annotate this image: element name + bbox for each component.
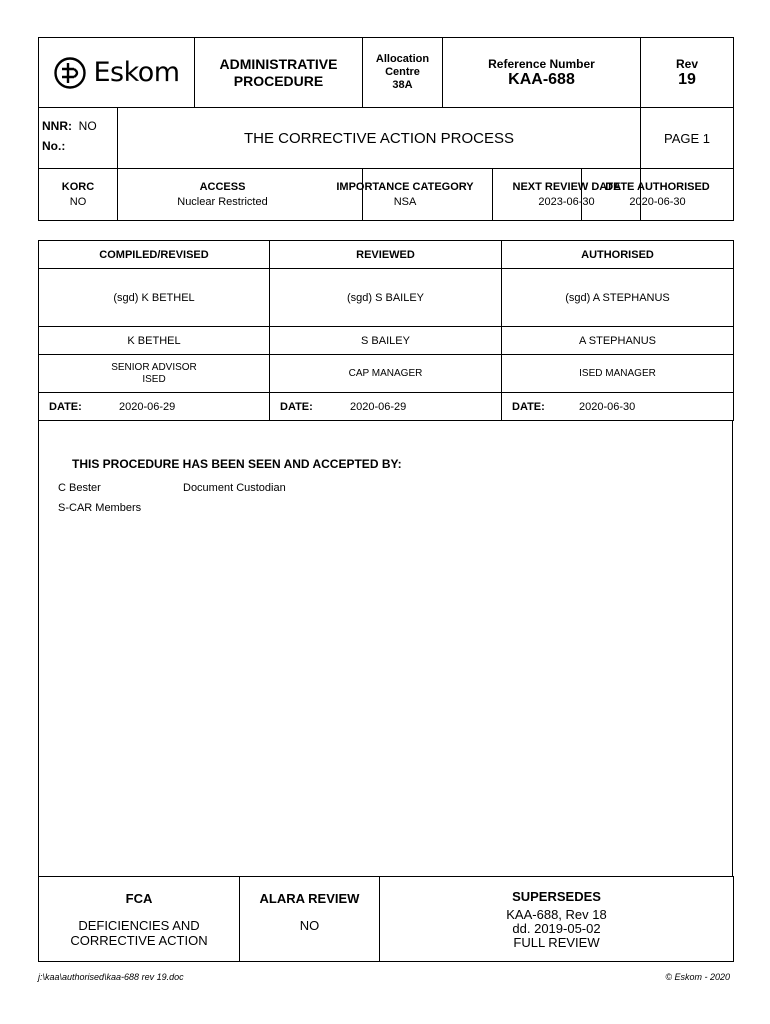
date-label: DATE:: [49, 400, 82, 413]
footer-table: [38, 876, 734, 962]
reference-label: Reference Number: [488, 56, 595, 71]
reviewed-header: REVIEWED: [270, 241, 502, 269]
date-authorised-label: DATE AUTHORISED: [605, 181, 710, 193]
access-label: ACCESS: [199, 181, 246, 193]
fca-line1: DEFICIENCIES AND: [78, 917, 200, 933]
nnr-no-label: No.:: [42, 139, 66, 153]
acceptance-section: [38, 420, 733, 877]
acceptance-name-1: C Bester: [58, 482, 101, 494]
name-reviewed: S BAILEY: [270, 327, 502, 355]
role-reviewed: CAP MANAGER: [270, 355, 502, 393]
korc-cell: [39, 169, 118, 221]
reference-value: KAA-688: [508, 70, 575, 88]
logo-cell: [39, 38, 195, 108]
doc-type-line1: ADMINISTRATIVE: [219, 55, 338, 72]
alara-label: ALARA REVIEW: [259, 890, 360, 906]
supersedes-line2: dd. 2019-05-02: [512, 920, 601, 936]
fca-line2: CORRECTIVE ACTION: [70, 932, 208, 948]
role-compiled-line1: SENIOR ADVISOR: [111, 361, 197, 373]
role-compiled-line2: ISED: [142, 373, 166, 385]
alara-cell: [240, 877, 380, 962]
fca-cell: [39, 877, 240, 962]
name-authorised: A STEPHANUS: [502, 327, 734, 355]
allocation-label-2: Centre: [385, 66, 420, 78]
acceptance-name-2: S-CAR Members: [58, 502, 142, 514]
reference-cell: [443, 38, 641, 108]
supersedes-line3: FULL REVIEW: [513, 934, 600, 950]
importance-cell: [336, 169, 641, 221]
nnr-value: NO: [78, 119, 97, 133]
date-authorised-value: 2020-06-30: [629, 196, 686, 208]
logo-text: Eskom: [93, 57, 180, 88]
authorised-header: AUTHORISED: [502, 241, 734, 269]
date-reviewed-cell: [270, 393, 502, 421]
fca-label: FCA: [125, 890, 153, 906]
header-table: [38, 37, 734, 221]
nnr-label: NNR:: [42, 119, 72, 133]
date-compiled-cell: [39, 393, 270, 421]
signature-table: [38, 240, 734, 421]
date-authorised-sig-cell: [502, 393, 734, 421]
role-compiled: [39, 355, 270, 393]
supersedes-label: SUPERSEDES: [512, 888, 601, 904]
signature-compiled: (sgd) K BETHEL: [39, 269, 270, 327]
role-authorised: ISED MANAGER: [502, 355, 734, 393]
rev-value: 19: [678, 70, 696, 88]
importance-value: NSA: [393, 196, 417, 208]
eskom-logo: [39, 56, 194, 90]
file-path: j:\kaa\authorised\kaa-688 rev 19.doc: [38, 972, 184, 982]
date-label: DATE:: [512, 400, 545, 413]
allocation-value: 38A: [392, 79, 413, 91]
signature-reviewed: (sgd) S BAILEY: [270, 269, 502, 327]
eskom-emblem-icon: [53, 56, 87, 90]
access-value: Nuclear Restricted: [177, 196, 268, 208]
allocation-cell: [363, 38, 443, 108]
next-review-value: 2023-06-30: [538, 196, 595, 208]
date-compiled: 2020-06-29: [119, 400, 176, 413]
rev-label: Rev: [675, 56, 698, 71]
importance-label: IMPORTANCE CATEGORY: [336, 181, 474, 193]
date-label: DATE:: [280, 400, 313, 413]
signature-authorised: (sgd) A STEPHANUS: [502, 269, 734, 327]
supersedes-cell: [380, 877, 734, 962]
doc-type-cell: [195, 38, 363, 108]
korc-value: NO: [69, 196, 87, 208]
doc-type-line2: PROCEDURE: [233, 72, 324, 89]
date-authorised-cell: [605, 169, 734, 221]
korc-label: KORC: [61, 181, 95, 193]
alara-value: NO: [299, 917, 320, 933]
rev-cell: [641, 38, 734, 108]
acceptance-role-1: Document Custodian: [183, 482, 286, 494]
compiled-header: COMPILED/REVISED: [39, 241, 270, 269]
copyright: © Eskom - 2020: [665, 972, 730, 982]
allocation-label-1: Allocation: [375, 53, 430, 65]
date-authorised-sig: 2020-06-30: [579, 400, 636, 413]
next-review-label: NEXT REVIEW DATE: [512, 181, 621, 193]
date-reviewed: 2020-06-29: [350, 400, 407, 413]
supersedes-line1: KAA-688, Rev 18: [506, 906, 607, 922]
document-title: THE CORRECTIVE ACTION PROCESS: [118, 108, 641, 169]
acceptance-heading: THIS PROCEDURE HAS BEEN SEEN AND ACCEPTED BY:: [72, 457, 402, 471]
page-number: PAGE 1: [641, 108, 734, 169]
name-compiled: K BETHEL: [39, 327, 270, 355]
nnr-cell: [39, 108, 118, 169]
